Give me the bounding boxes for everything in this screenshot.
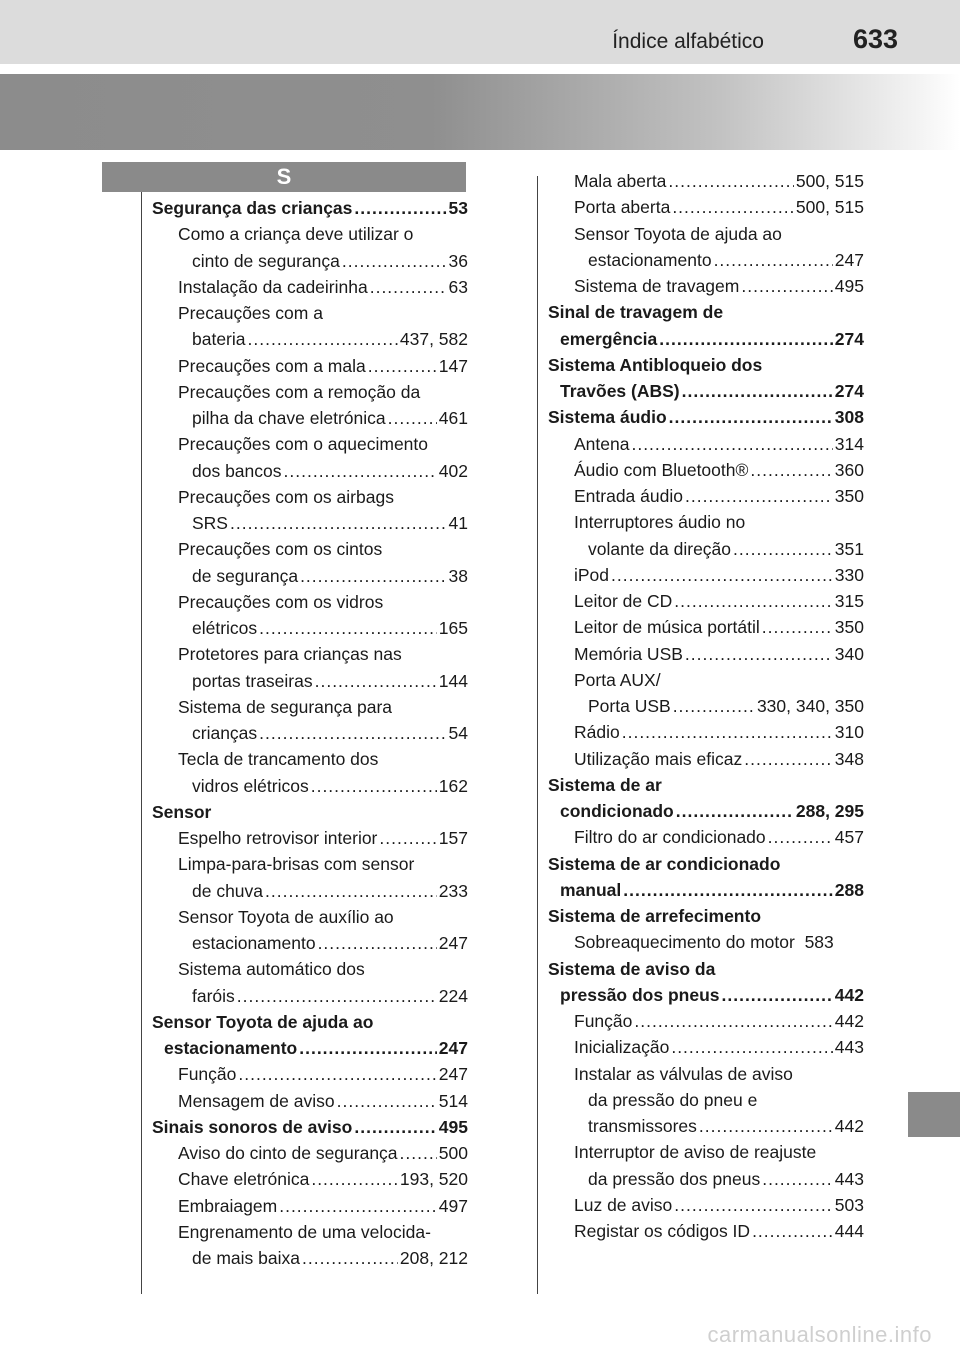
index-entry-label: transmissores [588,1116,697,1136]
index-entry [548,693,864,719]
index-entry-pages[interactable]: 36 [448,250,468,271]
index-entry-pages[interactable]: 402 [438,460,468,481]
index-entry [152,773,468,799]
index-entry-label: Precauções com o aquecimento [178,434,428,455]
index-entry-pages[interactable]: 193, 520 [399,1169,468,1190]
dot-leader [342,248,447,274]
index-entry-label: da pressão dos pneus [588,1168,761,1189]
dot-leader [659,326,833,352]
dot-leader [699,1113,833,1139]
left-column-rule [141,192,142,1294]
index-entry-label: Sinal de travagem de [548,302,724,323]
dot-leader [750,457,832,483]
index-entry-pages[interactable]: 350 [834,617,864,638]
index-entry [152,983,468,1009]
index-entry-label: cinto de segurança [192,250,340,271]
dot-leader [311,773,437,799]
section-letter-header: S [102,162,466,192]
dot-leader [634,1008,832,1034]
index-entry-label: Como a criança deve utilizar o [178,224,414,245]
index-entry [548,273,864,299]
index-entry-label: Luz de aviso [574,1194,673,1215]
index-entry-label: estacionamento [588,249,712,270]
dot-leader [354,195,446,221]
dot-leader [622,719,833,745]
index-entry-label: Sistema automático dos [178,959,365,980]
index-entry [152,1061,468,1087]
index-entry-label: Precauções com os cintos [178,539,383,560]
index-entry-pages[interactable]: 495 [438,1116,468,1137]
index-entry-pages[interactable]: 165 [438,618,468,638]
dot-leader [714,247,833,273]
index-entry-label: Sistema de ar [548,774,662,795]
dot-leader [315,668,437,694]
index-entry [152,615,468,641]
index-entry [152,1140,468,1166]
index-entry [152,720,468,746]
dot-leader [265,878,437,904]
index-entry-label: faróis [192,985,235,1006]
index-entry-label: Porta AUX/ [574,669,661,690]
index-entry [548,772,864,798]
index-entry-label: Aviso do cinto de segurança [178,1143,398,1163]
header-title: Índice alfabético [612,30,764,53]
index-entry [152,1245,468,1271]
index-entry-label: volante da direção [588,538,732,559]
index-entry-pages[interactable]: 360 [834,459,864,480]
index-entry-label: Chave eletrónica [178,1169,310,1190]
index-entry [152,956,468,982]
dot-leader [611,562,833,588]
index-entry [548,903,864,929]
index-entry-pages[interactable]: 63 [448,276,468,297]
index-entry [152,563,468,589]
index-entry [152,431,468,457]
index-entry-label: Instalar as válvulas de aviso [574,1063,793,1084]
index-entry-label: Interruptores áudio no [574,512,746,533]
index-entry [152,510,468,536]
index-entry-pages[interactable]: 314 [834,433,864,454]
section-tab-marker[interactable] [908,1092,960,1137]
dot-leader [722,982,833,1008]
index-entry [548,536,864,562]
index-entry-label: estacionamento [192,933,316,953]
index-entry-label: Embraiagem [178,1195,278,1216]
index-entry-pages[interactable]: 247 [834,249,864,270]
index-entry [548,641,864,667]
index-entry-label: pilha da chave eletrónica [192,408,386,428]
index-entry [152,221,468,247]
index-entry-label: Engrenamento de uma velocida- [178,1221,431,1242]
index-entry [152,904,468,930]
dot-leader [672,194,794,220]
dot-leader [337,1088,437,1114]
index-column-left [152,195,468,1271]
index-entry [548,851,864,877]
index-entry-pages[interactable]: 247 [438,1038,468,1058]
index-entry [152,274,468,300]
index-entry-label: Sistema de aviso da [548,958,716,979]
index-entry [548,1139,864,1165]
dot-leader [671,1034,832,1060]
index-entry-label: Porta USB [588,696,671,716]
index-entry [548,719,864,745]
index-entry [152,694,468,720]
index-entry-pages[interactable]: 157 [438,828,468,848]
index-entry [548,404,864,430]
index-entry-pages[interactable]: 442 [834,984,864,1005]
index-entry-label: Sensor Toyota de ajuda ao [574,223,782,244]
index-entry [152,1193,468,1219]
index-entry-label: dos bancos [192,460,282,481]
dot-leader [230,510,447,536]
index-entry-pages[interactable]: 208, 212 [399,1248,468,1268]
dot-leader [673,693,755,719]
index-entry [152,851,468,877]
index-entry [548,1061,864,1087]
index-entry-pages[interactable]: 457 [834,827,864,848]
dot-leader [318,930,437,956]
index-entry-pages[interactable]: 340 [834,643,864,664]
dot-leader [682,378,833,404]
dot-leader [400,1140,437,1166]
index-entry [152,326,468,352]
index-entry-label: Filtro do ar condicionado [574,827,766,848]
index-entry [152,536,468,562]
index-entry [548,746,864,772]
dot-leader [368,353,437,379]
index-entry-label: Sinais sonoros de aviso [152,1116,353,1137]
dot-leader [623,877,833,903]
index-entry-pages[interactable]: 500, 515 [795,171,864,191]
index-entry [548,1166,864,1192]
index-entry [152,195,468,221]
index-entry [152,641,468,667]
index-entry-label: da pressão do pneu e [588,1089,758,1110]
index-entry [548,1087,864,1113]
index-entry-pages[interactable]: 443 [834,1037,864,1058]
index-entry-pages[interactable]: 330, 340, 350 [756,696,864,716]
index-entry-label: Precauções com os airbags [178,486,394,507]
index-entry-label: de mais baixa [192,1248,300,1268]
dot-leader [733,536,833,562]
index-entry-label: Precauções com a mala [178,355,366,376]
index-entry-label: manual [560,879,622,900]
index-entry-pages[interactable]: 224 [438,985,468,1006]
index-entry [548,378,864,404]
dot-leader [762,614,833,640]
dot-leader [259,615,437,641]
index-entry [548,562,864,588]
index-entry [548,667,864,693]
index-entry [548,247,864,273]
index-entry [152,799,468,825]
dot-leader [631,431,832,457]
index-entry-pages[interactable]: 288, 295 [795,801,864,821]
index-entry-label: Tecla de trancamento dos [178,749,379,770]
index-entry [152,1166,468,1192]
dot-leader [674,1192,833,1218]
index-entry-label: Inicialização [574,1037,670,1058]
index-entry-label: portas traseiras [192,670,313,691]
index-entry-pages[interactable]: 274 [834,381,864,401]
dot-leader [741,273,832,299]
dot-leader [279,1193,437,1219]
decorative-band [0,74,960,150]
index-entry [548,824,864,850]
index-entry [548,1192,864,1218]
index-entry-label: Memória USB [574,643,683,664]
index-entry [152,1219,468,1245]
index-entry-pages[interactable]: 495 [834,276,864,296]
index-entry-label: Antena [574,433,630,454]
index-entry-label: Sensor [152,801,212,822]
index-entry-label: Sistema de arrefecimento [548,906,762,926]
index-entry [548,352,864,378]
index-entry-label: Sistema de travagem [574,276,740,296]
index-entry [152,589,468,615]
dot-leader [302,1245,398,1271]
index-entry-label: Leitor de CD [574,591,673,611]
dot-leader [354,1114,436,1140]
index-entry-pages[interactable]: 144 [438,670,468,691]
dot-leader [676,798,794,824]
index-entry [152,668,468,694]
dot-leader [299,1035,437,1061]
index-entry-pages[interactable]: 162 [438,775,468,796]
index-entry-pages[interactable]: 53 [448,198,468,218]
index-entry-label: crianças [192,723,258,743]
index-entry [548,168,864,194]
index-entry-pages[interactable]: 444 [834,1221,864,1241]
index-entry [548,299,864,325]
index-entry-pages[interactable]: 497 [438,1195,468,1216]
index-entry-pages[interactable]: 308 [834,407,864,428]
index-entry [548,956,864,982]
index-entry-label: vidros elétricos [192,775,309,796]
index-entry-label: de chuva [192,880,264,901]
index-entry [548,326,864,352]
index-entry-pages[interactable]: 274 [834,328,864,349]
index-entry-pages[interactable]: 461 [438,408,468,428]
index-entry-pages[interactable]: 348 [834,748,864,769]
dot-leader [752,1218,833,1244]
index-entry-label: bateria [192,329,246,350]
index-entry-pages[interactable]: 288 [834,879,864,900]
index-entry-pages[interactable]: 310 [834,722,864,743]
index-entry [152,484,468,510]
index-entry [152,248,468,274]
index-entry-label: de segurança [192,565,299,586]
index-entry-label: Sensor Toyota de auxílio ao [178,906,394,927]
index-entry-label: Segurança das crianças [152,198,353,218]
index-entry-label: Sistema de segurança para [178,696,393,717]
dot-leader [685,483,833,509]
index-entry-label: Leitor de música portátil [574,617,760,638]
dot-leader [674,588,833,614]
index-entry-label: Utilização mais eficaz [574,748,743,769]
dot-leader [284,458,437,484]
index-entry [548,877,864,903]
index-entry-label: Espelho retrovisor interior [178,828,378,848]
page-number: 633 [852,24,898,54]
dot-leader [238,1061,436,1087]
dot-leader [744,746,833,772]
index-entry-label: SRS [192,513,228,533]
index-entry-label: Sensor Toyota de ajuda ao [152,1011,374,1032]
index-entry-label: Instalação da cadeirinha [178,276,368,297]
index-entry-label: Precauções com os vidros [178,591,384,612]
dot-leader [311,1166,398,1192]
index-entry-label: Áudio com Bluetooth® [574,459,749,480]
index-entry [548,1034,864,1060]
index-entry-label: condicionado [560,801,674,821]
index-entry-pages[interactable]: 54 [448,723,468,743]
index-entry-label: elétricos [192,618,258,638]
index-entry [152,1114,468,1140]
dot-leader [768,824,833,850]
index-entry [548,798,864,824]
index-entry [152,300,468,326]
index-entry-label: Rádio [574,722,620,743]
dot-leader [248,326,398,352]
index-entry [548,483,864,509]
index-entry-label: Entrada áudio [574,486,683,506]
index-entry-label: Travões (ABS) [560,381,680,401]
index-entry [152,379,468,405]
index-entry [548,982,864,1008]
index-entry [152,825,468,851]
index-entry-pages[interactable]: 41 [448,513,468,533]
index-entry-pages[interactable]: 330 [834,564,864,585]
index-entry-pages[interactable]: 503 [834,1194,864,1215]
index-entry-pages[interactable]: 38 [448,565,468,586]
index-entry-pages[interactable]: 500, 515 [795,197,864,218]
index-entry-pages[interactable]: 247 [438,1064,468,1085]
index-entry-label: Sobreaquecimento do motor [574,932,795,953]
index-entry-label: Mala aberta [574,171,667,191]
dot-leader [762,1166,833,1192]
index-entry [152,746,468,772]
index-entry-pages[interactable]: 315 [834,591,864,611]
index-entry-label: Sistema áudio [548,407,667,428]
index-entry-label: Registar os códigos ID [574,1221,751,1241]
index-entry-pages[interactable]: 351 [834,538,864,559]
index-entry-label: Mensagem de aviso [178,1090,335,1111]
index-entry [152,353,468,379]
index-entry [548,1113,864,1139]
index-entry-label: emergência [560,328,658,349]
index-entry-label: Protetores para crianças nas [178,644,402,665]
index-entry-label: estacionamento [164,1038,298,1058]
index-entry [152,930,468,956]
index-entry-label: pressão dos pneus [560,984,720,1005]
index-entry-pages[interactable]: 583 [804,932,834,953]
index-entry-label: Limpa-para-brisas com sensor [178,854,415,875]
index-entry [548,1218,864,1244]
index-entry-label: Precauções com a [178,303,323,323]
index-entry [152,878,468,904]
index-entry-pages[interactable]: 247 [438,933,468,953]
column-divider [537,176,538,1294]
dot-leader [388,405,437,431]
dot-leader [668,168,793,194]
index-entry [152,1009,468,1035]
index-entry-pages[interactable]: 442 [834,1116,864,1136]
dot-leader [370,274,447,300]
index-entry-pages[interactable]: 442 [834,1011,864,1031]
index-entry-pages[interactable]: 500 [438,1143,468,1163]
index-entry [548,588,864,614]
index-column-right [548,168,864,1244]
index-entry-label: Porta aberta [574,197,671,218]
index-entry [548,194,864,220]
dot-leader [259,720,446,746]
dot-leader [237,983,437,1009]
index-entry [548,509,864,535]
index-entry-label: Precauções com a remoção da [178,381,421,402]
index-entry [548,614,864,640]
index-entry-pages[interactable]: 350 [834,486,864,506]
index-entry-label: Interruptor de aviso de reajuste [574,1142,817,1163]
index-entry-pages[interactable]: 514 [438,1090,468,1111]
index-entry [548,457,864,483]
watermark: carmanualsonline.info [707,1322,932,1347]
dot-leader [669,404,833,430]
index-entry-pages[interactable]: 147 [438,355,468,376]
index-entry [548,431,864,457]
dot-leader [300,563,446,589]
index-entry-pages[interactable]: 437, 582 [399,329,468,350]
index-entry-label: Sistema Antibloqueio dos [548,354,763,375]
index-entry-pages[interactable]: 233 [438,880,468,901]
index-entry [548,221,864,247]
index-entry [548,929,864,955]
index-entry-pages[interactable]: 443 [834,1168,864,1189]
header-bar [0,0,960,64]
dot-leader [685,641,833,667]
index-entry [152,1035,468,1061]
index-entry-label: Função [574,1011,633,1031]
dot-leader [379,825,436,851]
index-entry [152,405,468,431]
index-entry [548,1008,864,1034]
index-entry-label: Função [178,1064,237,1085]
index-entry [152,458,468,484]
index-entry-label: iPod [574,564,610,585]
index-entry-label: Sistema de ar condicionado [548,853,781,874]
index-entry [152,1088,468,1114]
